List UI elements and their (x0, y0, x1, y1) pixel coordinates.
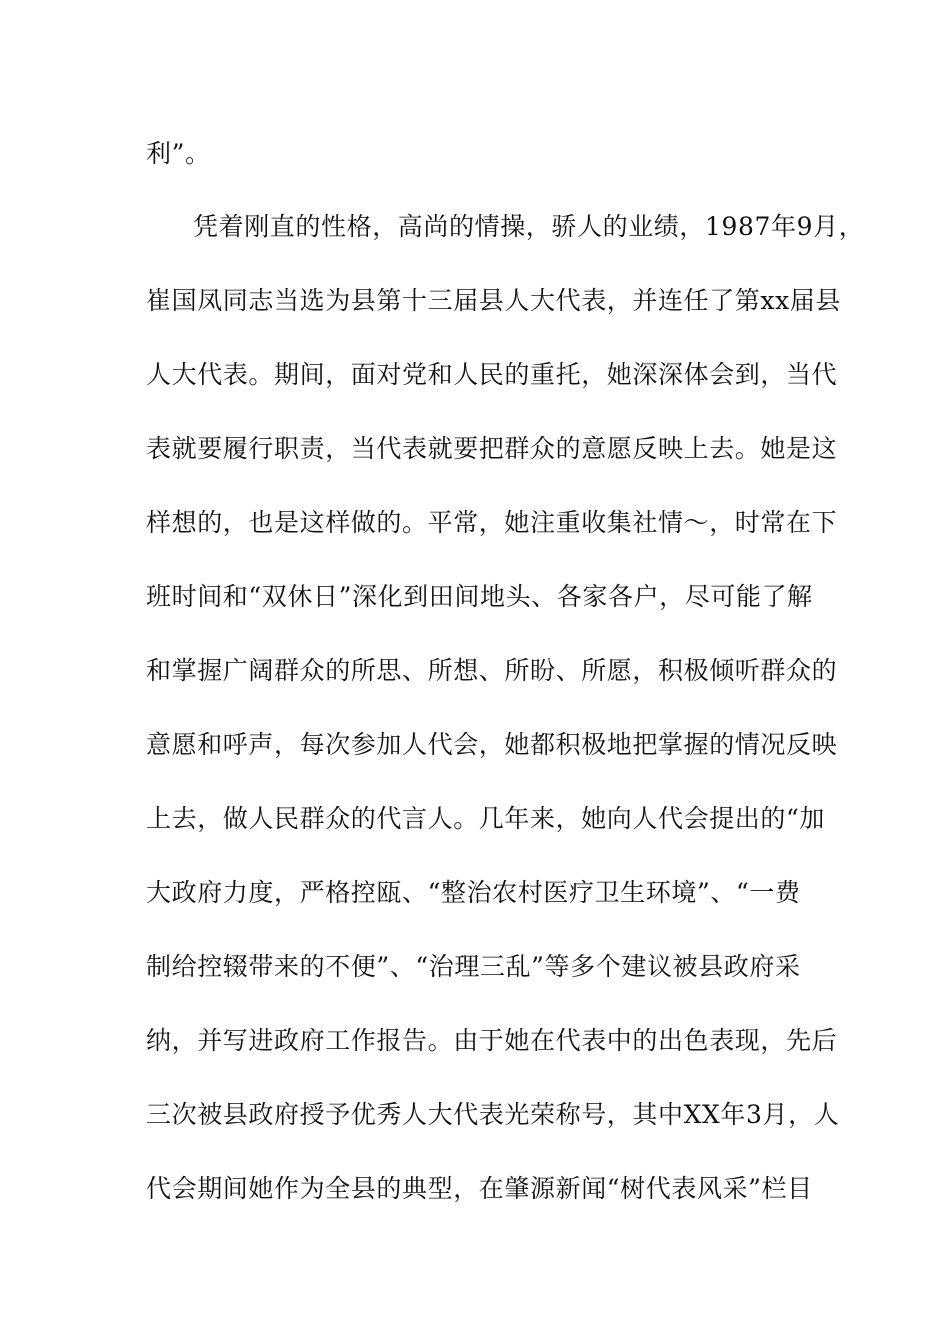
text-line: 大政府力度，严格控瓯、“整治农村医疗卫生环境”、“一费 (146, 878, 801, 907)
text-line: 样想的，也是这样做的。平常，她注重收集社情～，时常在下 (146, 508, 838, 537)
text-line: 三次被县政府授予优秀人大代表光荣称号，其中XX年3月，人 (146, 1100, 840, 1129)
text-line: 表就要履行职责，当代表就要把群众的意愿反映上去。她是这 (146, 434, 838, 463)
text-line: 纳，并写进政府工作报告。由于她在代表中的出色表现，先后 (146, 1026, 838, 1055)
text-line: 人大代表。期间，面对党和人民的重托，她深深体会到，当代 (146, 360, 838, 389)
text-line: 制给控辍带来的不便”、“治理三乱”等多个建议被县政府采 (146, 952, 801, 981)
text-line: 班时间和“双休日”深化到田间地头、各家各户，尽可能了解 (146, 582, 813, 611)
text-line: 意愿和呼声，每次参加人代会，她都积极地把掌握的情况反映 (146, 730, 838, 759)
text-line: 代会期间她作为全县的典型，在肇源新闻“树代表风采”栏目 (146, 1174, 813, 1203)
text-line: 利”。 (146, 139, 211, 168)
text-line: 崔国凤同志当选为县第十三届县人大代表，并连任了第xx届县 (146, 286, 842, 315)
text-line: 上去，做人民群众的代言人。几年来，她向人代会提出的“加 (146, 804, 825, 833)
text-line: 凭着刚直的性格，高尚的情操，骄人的业绩，1987年9月， (193, 212, 865, 241)
text-line: 和掌握广阔群众的所思、所想、所盼、所愿，积极倾听群众的 (146, 656, 838, 685)
